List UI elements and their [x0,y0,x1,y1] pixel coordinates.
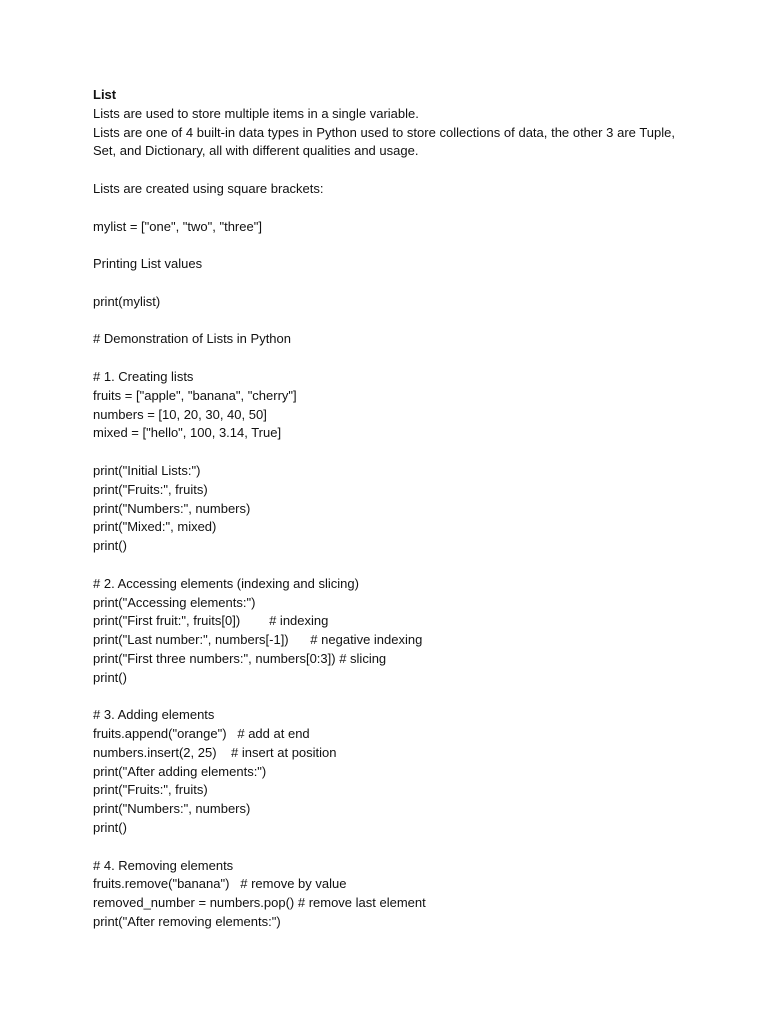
text-line: fruits = ["apple", "banana", "cherry"] [93,387,297,403]
intro-paragraph: Lists are one of 4 built-in data types in Python used to store collections of data, the other 3 are Tuple, Set, and Dictionary, all with different qualities and usage. [93,124,675,159]
blank-line [93,274,675,293]
text-line: print() [93,669,127,685]
text-line: # 4. Removing elements [93,857,234,873]
text-line: print("Accessing elements:") [93,594,256,610]
text-line: print("Numbers:", numbers) [93,500,251,516]
text-line: print() [93,820,127,836]
text-line: Printing List values [93,256,203,272]
text-line: removed_number = numbers.pop() # remove last element [93,895,426,911]
text-line: numbers = [10, 20, 30, 40, 50] [93,406,267,422]
blank-line [93,443,675,462]
blank-line [93,236,675,255]
text-line: print("After adding elements:") [93,763,267,779]
text-line: print(mylist) [93,293,161,309]
text-line: # 1. Creating lists [93,368,194,384]
text-line: fruits.append("orange") # add at end [93,726,310,742]
text-line: print("After removing elements:") [93,914,281,930]
blank-line [93,199,675,218]
text-line: print("Fruits:", fruits) [93,481,208,497]
blank-line [93,349,675,368]
text-line: mixed = ["hello", 100, 3.14, True] [93,425,282,441]
text-line: print("Last number:", numbers[-1]) # negative indexing [93,632,423,648]
text-line: # Demonstration of Lists in Python [93,331,291,347]
text-line: print("Numbers:", numbers) [93,801,251,817]
text-line: # 2. Accessing elements (indexing and slicing) [93,575,359,591]
text-line: print("Initial Lists:") [93,462,201,478]
text-line: fruits.remove("banana") # remove by value [93,876,347,892]
text-line: print("Mixed:", mixed) [93,519,217,535]
document-body [93,86,675,932]
blank-line [93,838,675,857]
intro-paragraph: Lists are used to store multiple items in a single variable. [93,105,419,121]
blank-line [93,688,675,707]
text-line: print("Fruits:", fruits) [93,782,208,798]
document-lines [93,161,675,932]
text-line: print("First three numbers:", numbers[0:3]) # slicing [93,650,387,666]
blank-line [93,556,675,575]
text-line: print() [93,538,127,554]
text-line: Lists are created using square brackets: [93,180,324,196]
text-line: print("First fruit:", fruits[0]) # indexing [93,613,329,629]
text-line: numbers.insert(2, 25) # insert at position [93,744,337,760]
document-title: List [93,87,117,102]
text-line: # 3. Adding elements [93,707,215,723]
blank-line [93,161,675,180]
blank-line [93,312,675,331]
text-line: mylist = ["one", "two", "three"] [93,218,262,234]
